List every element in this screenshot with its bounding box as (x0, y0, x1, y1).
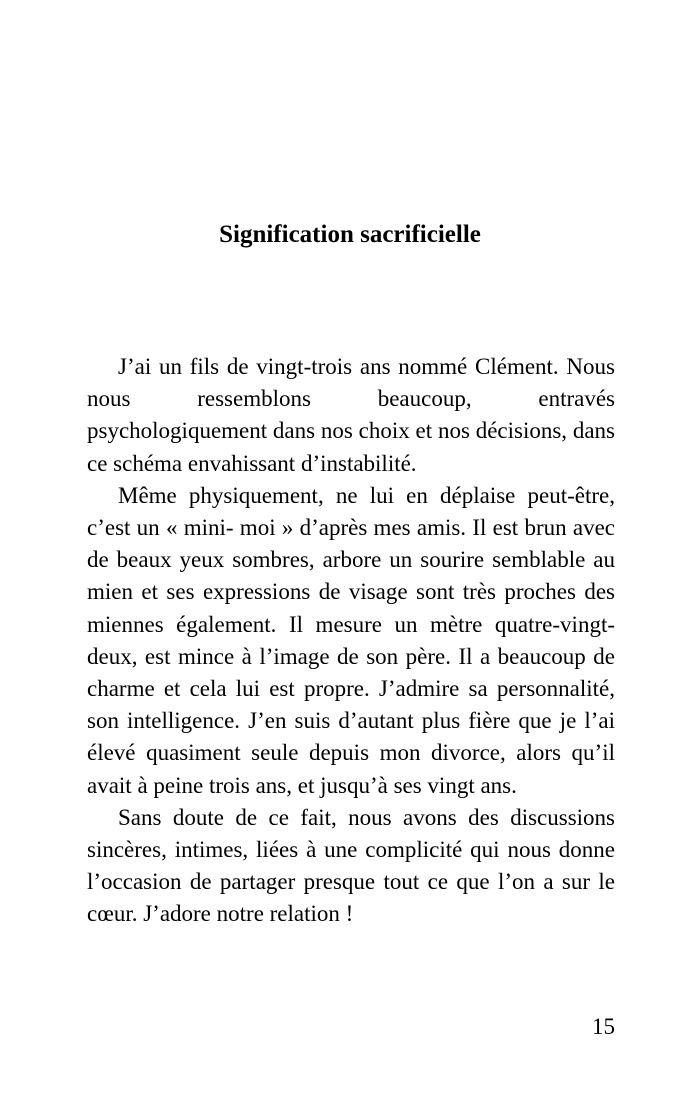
paragraph-3: Sans doute de ce fait, nous avons des discussions sincères, intimes, liées à une complicité qui nous donne l’occasion de partager presque tout ce que l’on a sur le cœur. J’adore notre relation ! (87, 804, 615, 927)
paragraph-2: Même physiquement, ne lui en déplaise peut-être, c’est un « mini- moi » d’après mes amis. Il est brun avec de beaux yeux sombres, arbore un sourire semblable au mien et ses expressions de visage sont très proches des miennes également. Il mesure un mètre quatre-vingt-deux, est mince à l’image de son père. Il a beaucoup de charme et cela lui est propre. J’admire sa personnalité, son intelligence. J’en suis d’autant plus fière que je l’ai élevé quasiment seule depuis mon divorce, alors qu’il avait à peine trois ans, et jusqu’à ses vingt ans. (87, 482, 615, 798)
chapter-title: Signification sacrificielle (219, 221, 481, 248)
paragraph-1: J’ai un fils de vingt-trois ans nommé Clément. Nous nous ressemblons beaucoup, entravés psychologiquement dans nos choix et nos décisions, dans ce schéma envahissant d’instabilité. (87, 354, 615, 476)
page-number: 15 (592, 1014, 615, 1039)
body-text (87, 351, 615, 931)
